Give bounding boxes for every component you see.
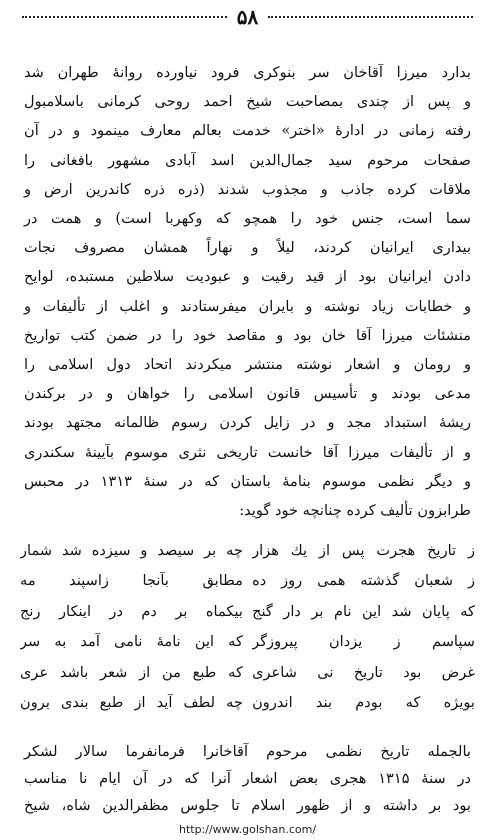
poem-couplet [20,596,475,627]
closing-line: در سنهٔ ۱۳۱۵ هجری بعض اشعار آنرا که در آن ایام نا مناسب [24,770,471,787]
hemistich-right: بویژه که بودم بند اندرون [252,694,475,712]
footer-url[interactable]: http://www.golshan.com/ [178,823,317,836]
body-line: و پس از چندی بمصاحبت شیخ احمد روحی کرمانی باسلامبول [24,93,471,111]
hemistich-right: ز تاریخ هجرت پس از یك هزار [252,541,475,559]
body-line: سما است، جنس خود را همچو که وکهربا است) و همت در [24,210,471,228]
poem-couplet [20,657,475,688]
hemistich-left: که این نامهٔ نامی آمد به سر [20,633,243,651]
hemistich-right: که پایان شد این نام بر دار گنج [252,602,475,620]
poem-couplet [20,627,475,658]
closing-line: بود بر داشته و از ظهور اسلام تا جلوس مظفرالدین شاه، شیخ [24,797,471,814]
hemistich-left: که طبع من از شعر باشد عری [20,663,243,681]
poem-couplet [20,688,475,719]
body-line: ریشهٔ استبداد مجد و در زایل کردن رسوم ظالمانه مجتهد بودند [24,414,471,432]
hemistich-left: چه بر سیصد و سیزده شد شمار [20,541,243,559]
closing-paragraph [24,738,471,819]
hemistich-right: ز شعبان گذشته همی روز ده [252,572,475,590]
hemistich-left: چه لطف آید از طبع بندی برون [20,694,243,712]
body-line: ملاقات کرده جاذب و مجذوب شدند (ذره ذره کاندرین ارض و [24,180,471,198]
body-line: بدارد میرزا آقاخان سر بنوکری فرود نیاورده روانهٔ طهران شد [24,64,471,81]
body-line: منشئات میرزا آقا خان بود و مقاصد خود را در ضمن کتب تواریخ [24,326,471,344]
body-line: طرابزون تألیف کرده چنانچه خود گوید: [239,502,471,520]
body-line: مدعی بودند و تأسیس قانون اسلامی را خواهان و در برکندن [24,385,471,403]
hemistich-left: مطابق بآنجا زاسپند مه [20,572,243,590]
body-line: رفته زمانی در ادارهٔ «اختر» خدمت بعالم معارف مینمود و در آن [24,122,471,140]
hemistich-right: سپاسم ز یزدان پیروزگر [252,633,475,651]
body-line: بیداری ایرانیان کردند، لیلاً و نهاراً همشان مصروف نجات [24,239,471,257]
hemistich-left: بیکماه بر دم در اینکار رنج [20,602,243,620]
body-line: و دیگر نظمی موسوم بنامهٔ باستان که در سنهٔ ۱۳۱۳ در محبس [24,472,471,490]
page-number: ۵۸ [236,5,259,29]
body-text [24,58,471,525]
closing-line: بالجمله تاریخ نظمی مرحوم آقاخانرا فرمانفرما سالار لشکر [24,743,471,760]
poem [20,535,475,718]
page-header [22,6,473,28]
header-rule-right [268,16,473,22]
body-line: و از تألیفات میرزا آقا خانست تاریخی نثری موسوم بآیینهٔ سکندری [24,443,471,461]
header-rule-left [22,16,227,22]
body-line: دادن ایرانیان بود از قید رقیت و عبودیت سلاطین مستبده، لوایح [24,268,471,286]
body-line: و خطابات زیاد نوشته و بایران میفرستادند و اغلب از تألیفات و [24,297,471,315]
body-line: صفحات مرحوم سید جمال‌الدین اسد آبادی مشهور بافغانی را [24,151,471,169]
poem-couplet [20,535,475,566]
poem-couplet [20,566,475,597]
hemistich-right: غرض بود تاریخ نی شاعری [252,663,475,681]
body-line: و رومان و اشعار نوشته منتشر میکردند اتحاد دول اسلامی را [24,356,471,374]
